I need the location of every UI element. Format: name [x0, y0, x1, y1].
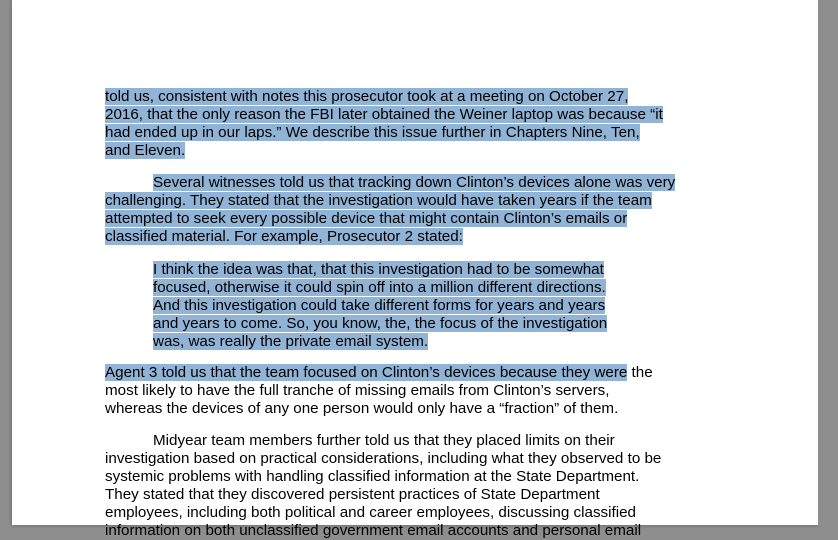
text-line [105, 400, 618, 418]
highlighted-text[interactable]: attempted to seek every possible device that might contain Clinton’s emails or [105, 210, 628, 227]
text-line [153, 174, 675, 192]
text-line [105, 504, 636, 522]
highlighted-text[interactable]: Several witnesses told us that tracking down Clinton’s devices alone was very [153, 174, 676, 191]
highlighted-text[interactable]: and Eleven. [105, 142, 186, 159]
line-text: systemic problems with handling classified information at the State Department. [105, 468, 640, 485]
line-text: whereas the devices of any one person would only have a “fraction” of them. [105, 400, 619, 417]
line-text: Midyear team members further told us that they placed limits on their [153, 432, 615, 449]
highlighted-text[interactable]: classified material. For example, Prosecutor 2 stated: [105, 228, 463, 245]
highlighted-text[interactable]: told us, consistent with notes this prosecutor took at a meeting on October 27, [105, 88, 629, 105]
text-line [153, 333, 428, 351]
highlighted-text[interactable]: challenging. They stated that the investigation would have taken years if the team [105, 192, 652, 209]
text-line [153, 432, 615, 450]
highlighted-text[interactable]: Agent 3 told us that the team focused on Clinton’s devices because they were [105, 364, 628, 381]
line-text: investigation based on practical considerations, including what they observed to be [105, 450, 662, 467]
highlighted-text[interactable]: 2016, that the only reason the FBI later obtained the Weiner laptop was because “it [105, 106, 663, 123]
text-line [105, 88, 628, 106]
text-line [105, 142, 185, 160]
document-page [12, 0, 818, 539]
text-line [105, 522, 641, 540]
text-line [105, 124, 640, 142]
scrollbar-track[interactable] [818, 0, 838, 525]
text-line [105, 486, 600, 504]
line-text: employees, including both political and career employees, discussing classified [105, 504, 637, 521]
text-line [105, 450, 661, 468]
text-line [105, 382, 609, 400]
text-line [105, 468, 639, 486]
highlighted-text[interactable]: and years to come. So, you know, the, the focus of the investigation [153, 315, 608, 332]
highlighted-text[interactable]: focused, otherwise it could spin off into a million different directions. [153, 279, 606, 296]
highlighted-text[interactable]: was, was really the private email system. [153, 333, 429, 350]
text-line [153, 279, 606, 297]
text-line [105, 364, 653, 382]
text-line [105, 228, 463, 246]
text-line [105, 106, 663, 124]
text-line [105, 192, 652, 210]
text-line [153, 297, 605, 315]
text-line [105, 210, 627, 228]
line-text: They stated that they discovered persistent practices of State Department [105, 486, 600, 503]
document-body [12, 0, 818, 539]
line-text: most likely to have the full tranche of missing emails from Clinton’s servers, [105, 382, 610, 399]
line-text: the [627, 364, 653, 381]
text-line [153, 315, 607, 333]
highlighted-text[interactable]: And this investigation could take different forms for years and years [153, 297, 606, 314]
text-line [153, 261, 604, 279]
highlighted-text[interactable]: had ended up in our laps.” We describe this issue further in Chapters Nine, Ten, [105, 124, 640, 141]
highlighted-text[interactable]: I think the idea was that, that this investigation had to be somewhat [153, 261, 604, 278]
line-text: information on both unclassified government email accounts and personal email [105, 522, 642, 539]
